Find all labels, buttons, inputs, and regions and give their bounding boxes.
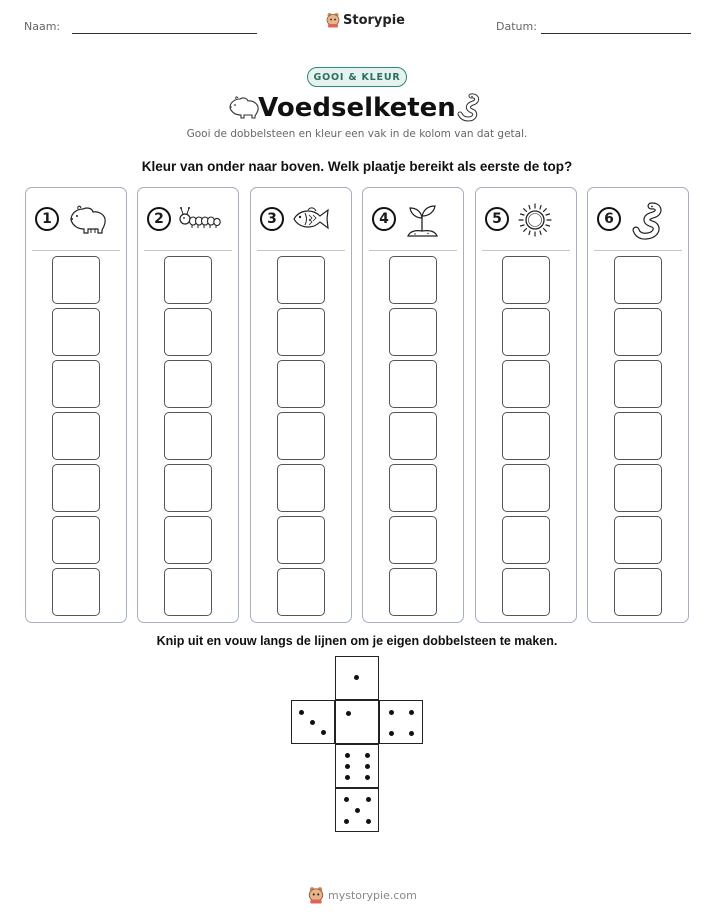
die-face-1-center [335,700,379,744]
color-cell[interactable] [277,360,325,408]
color-cell[interactable] [277,412,325,460]
color-cell[interactable] [614,412,662,460]
color-cell[interactable] [164,308,212,356]
die-instruction: Knip uit en vouw langs de lijnen om je eigen dobbelsteen te maken. [156,634,558,648]
color-cell[interactable] [389,568,437,616]
die-pip [345,764,350,769]
fish-icon [290,202,336,236]
column-2 [137,187,239,623]
color-cell[interactable] [502,412,550,460]
color-cell[interactable] [389,308,437,356]
die-pip [310,720,315,725]
color-cell[interactable] [277,256,325,304]
die-pip [321,730,326,735]
color-cell[interactable] [164,568,212,616]
instruction: Kleur van onder naar boven. Welk plaatje bereikt als eerste de top? [141,159,573,174]
die-face-1 [335,656,379,700]
page-title: Voedselketen [258,93,456,123]
die-pip [389,710,394,715]
color-cell[interactable] [164,256,212,304]
color-cell[interactable] [277,464,325,512]
color-cell[interactable] [52,308,100,356]
category-badge: GOOI & KLEUR [307,67,407,87]
die-pip [345,753,350,758]
column-number: 2 [147,207,171,231]
worm-title-icon [455,92,483,122]
column-6 [587,187,689,623]
die-pip [409,731,414,736]
color-cell[interactable] [502,464,550,512]
die-pip [366,797,371,802]
color-cell[interactable] [52,360,100,408]
die-pip [389,731,394,736]
color-cell[interactable] [614,464,662,512]
column-number: 6 [597,207,621,231]
color-cell[interactable] [502,256,550,304]
color-cell[interactable] [164,464,212,512]
die-pip [365,764,370,769]
color-cell[interactable] [389,412,437,460]
date-line [541,33,691,34]
column-3 [250,187,352,623]
column-header [147,202,232,238]
color-cell[interactable] [164,516,212,564]
column-divider [594,250,682,251]
column-number: 1 [35,207,59,231]
name-line [72,33,257,34]
color-cell[interactable] [502,516,550,564]
color-cell[interactable] [52,516,100,564]
color-cell[interactable] [389,256,437,304]
color-cell[interactable] [614,308,662,356]
worm-icon [627,202,673,242]
die-pip [409,710,414,715]
color-cell[interactable] [277,516,325,564]
color-cell[interactable] [389,464,437,512]
die-pip [366,819,371,824]
column-header [485,202,570,238]
date-label: Datum: [496,20,537,33]
subtitle: Gooi de dobbelsteen en kleur een vak in de kolom van dat getal. [186,128,528,140]
column-divider [257,250,345,251]
storypie-mascot-icon [326,12,340,28]
column-divider [369,250,457,251]
color-cell[interactable] [502,308,550,356]
color-cell[interactable] [52,568,100,616]
color-cell[interactable] [52,412,100,460]
color-cell[interactable] [277,568,325,616]
column-divider [144,250,232,251]
color-cell[interactable] [52,464,100,512]
name-label: Naam: [24,20,61,33]
die-pip [346,711,351,716]
die-pip [365,753,370,758]
die-face-4 [379,700,423,744]
column-number: 5 [485,207,509,231]
color-cell[interactable] [277,308,325,356]
storypie-mascot-icon [308,886,324,904]
die-pip [365,775,370,780]
column-1 [25,187,127,623]
color-cell[interactable] [614,360,662,408]
column-5 [475,187,577,623]
die-face-3 [291,700,335,744]
brand-name: Storypie [343,12,405,28]
color-cell[interactable] [502,568,550,616]
die-pip [355,808,360,813]
brand-logo [326,12,405,28]
column-number: 4 [372,207,396,231]
color-cell[interactable] [614,516,662,564]
die-face-5 [335,788,379,832]
column-header [372,202,457,238]
color-cell[interactable] [614,256,662,304]
column-header [597,202,682,238]
column-number: 3 [260,207,284,231]
column-divider [482,250,570,251]
polar-bear-icon [65,202,111,236]
die-face-6 [335,744,379,788]
color-cell[interactable] [389,516,437,564]
color-cell[interactable] [502,360,550,408]
footer [308,886,417,904]
color-cell[interactable] [389,360,437,408]
column-header [35,202,120,238]
column-header [260,202,345,238]
sun-icon [515,202,561,240]
color-cell[interactable] [52,256,100,304]
column-divider [32,250,120,251]
die-pip [344,819,349,824]
die-pip [354,675,359,680]
footer-url[interactable]: mystorypie.com [328,888,417,902]
die-pip [344,797,349,802]
caterpillar-icon [177,202,223,236]
color-cell[interactable] [164,360,212,408]
column-4 [362,187,464,623]
color-cell[interactable] [164,412,212,460]
die-pip [345,775,350,780]
color-cell[interactable] [614,568,662,616]
sprout-icon [402,202,448,240]
die-pip [299,710,304,715]
